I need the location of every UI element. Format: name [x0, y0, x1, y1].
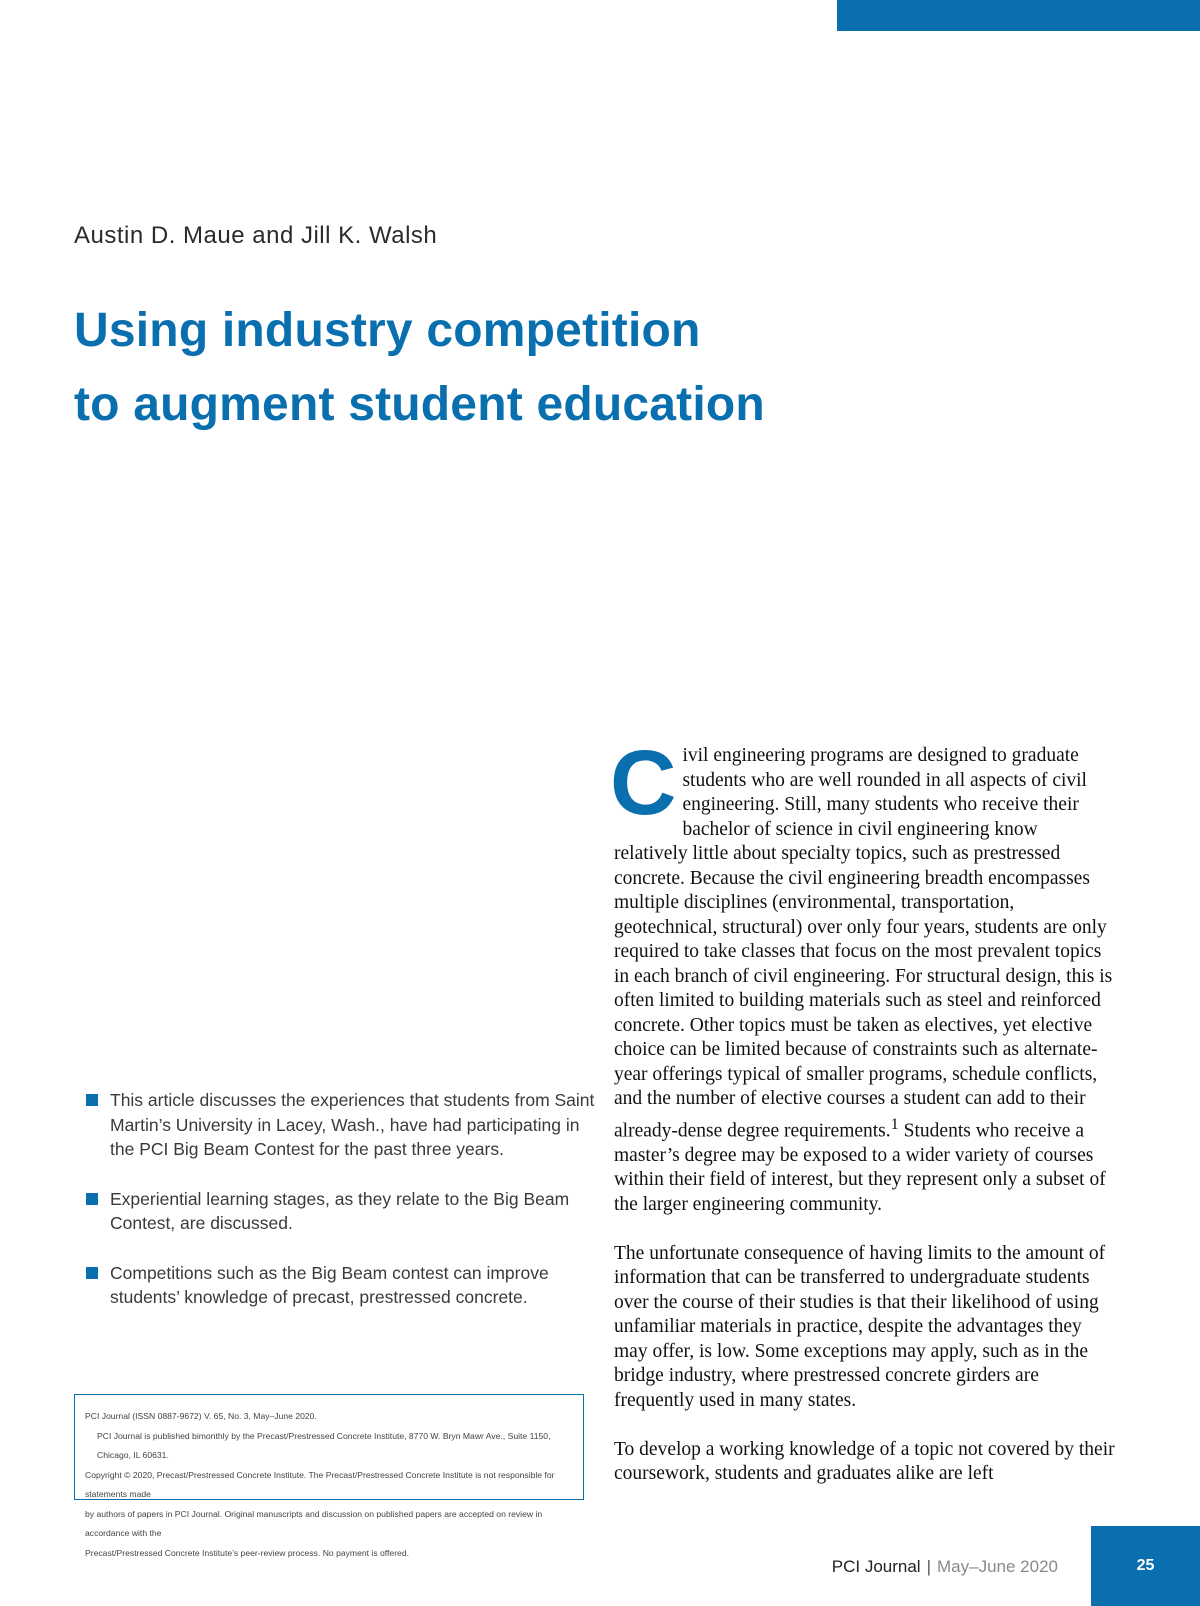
reference-number: 1: [890, 1114, 899, 1133]
title-line-2: to augment student education: [74, 378, 765, 431]
square-bullet-icon: [86, 1094, 98, 1106]
highlight-text: This article discusses the experiences that students from Saint Martin’s University in Lacey, Wash., have had participating in the PCI Big Beam Contest for the past three years.: [110, 1090, 595, 1159]
page-number: 25: [1136, 1557, 1155, 1574]
highlights-list: [86, 1088, 596, 1335]
copyright-line: PCI Journal (ISSN 0887-9672) V. 65, No. 3, May–June 2020.: [85, 1411, 317, 1421]
highlight-item: [86, 1088, 596, 1162]
body-paragraph: To develop a working knowledge of a topic not covered by their coursework, students and graduates alike are left: [614, 1438, 1115, 1484]
journal-name: PCI Journal: [831, 1557, 921, 1576]
paragraph-text: ivil engineering programs are designed to graduate students who are well rounded in all aspects of civil engineering. Still, many students who receive their bachelor of science in civil engineering know relatively little about specialty topics, such as prestressed concrete. Because the civil engineering breadth encompasses multiple disciplines (environmental, transportation, geotechnical, structural) over only four years, students are only required to take classes that focus on the most prevalent topics in each branch of civil engineering. For structural design, this is often limited to building materials such as steel and reinforced concrete. Other topics must be taken as electives, yet elective choice can be limited because of constraints such as alternate-year offerings typical of smaller programs, schedule conflicts, and the number of elective courses a student can add to their already-dense degree requirements.: [614, 745, 1113, 1141]
copyright-box: [74, 1394, 584, 1558]
highlight-text: Experiential learning stages, as they relate to the Big Beam Contest, are discussed.: [110, 1188, 570, 1233]
footer-separator: |: [926, 1557, 932, 1576]
highlight-text: Competitions such as the Big Beam contest can improve students’ knowledge of precast, prestressed concrete.: [110, 1262, 549, 1307]
highlight-item: [86, 1261, 596, 1310]
drop-cap: C: [610, 732, 677, 834]
paragraph-text: Students who receive a master’s degree may be exposed to a wider variety of courses within their field of interest, but they represent only a subset of the larger engineering community.: [614, 1120, 1106, 1215]
copyright-line: by authors of papers in PCI Journal. Original manuscripts and discussion on published papers are accepted on review in accordance with the: [85, 1508, 543, 1538]
top-accent-bar: [837, 0, 1200, 31]
copyright-line: Copyright © 2020, Precast/Prestressed Concrete Institute. The Precast/Prestressed Concrete Institute is not responsible for statements made: [85, 1469, 555, 1499]
square-bullet-icon: [86, 1193, 98, 1205]
page-footer: [832, 1557, 1058, 1577]
article-authors: Austin D. Maue and Jill K. Walsh: [74, 222, 438, 249]
copyright-line: PCI Journal is published bimonthly by the Precast/Prestressed Concrete Institute, 8770 W. Bryn Mawr Ave., Suite 1150, Chicago, IL 60631.: [97, 1430, 551, 1460]
highlight-item: [86, 1187, 596, 1236]
body-paragraph: The unfortunate consequence of having limits to the amount of information that can be transferred to undergraduate students over the course of their studies is that their likelihood of using unfamiliar materials in practice, despite the advantages they may offer, is low. Some exceptions may apply, such as in the bridge industry, where prestressed concrete girders are frequently used in many states.: [614, 1242, 1106, 1411]
article-body: [610, 732, 1116, 1511]
title-line-1: Using industry competition: [74, 304, 701, 357]
square-bullet-icon: [86, 1267, 98, 1279]
body-paragraph: [610, 732, 1116, 1217]
issue-date: May–June 2020: [937, 1557, 1058, 1576]
article-title: [74, 294, 974, 442]
copyright-line: Precast/Prestressed Concrete Institute’s peer-review process. No payment is offered.: [85, 1547, 410, 1558]
page-number-box: [1091, 1526, 1200, 1606]
